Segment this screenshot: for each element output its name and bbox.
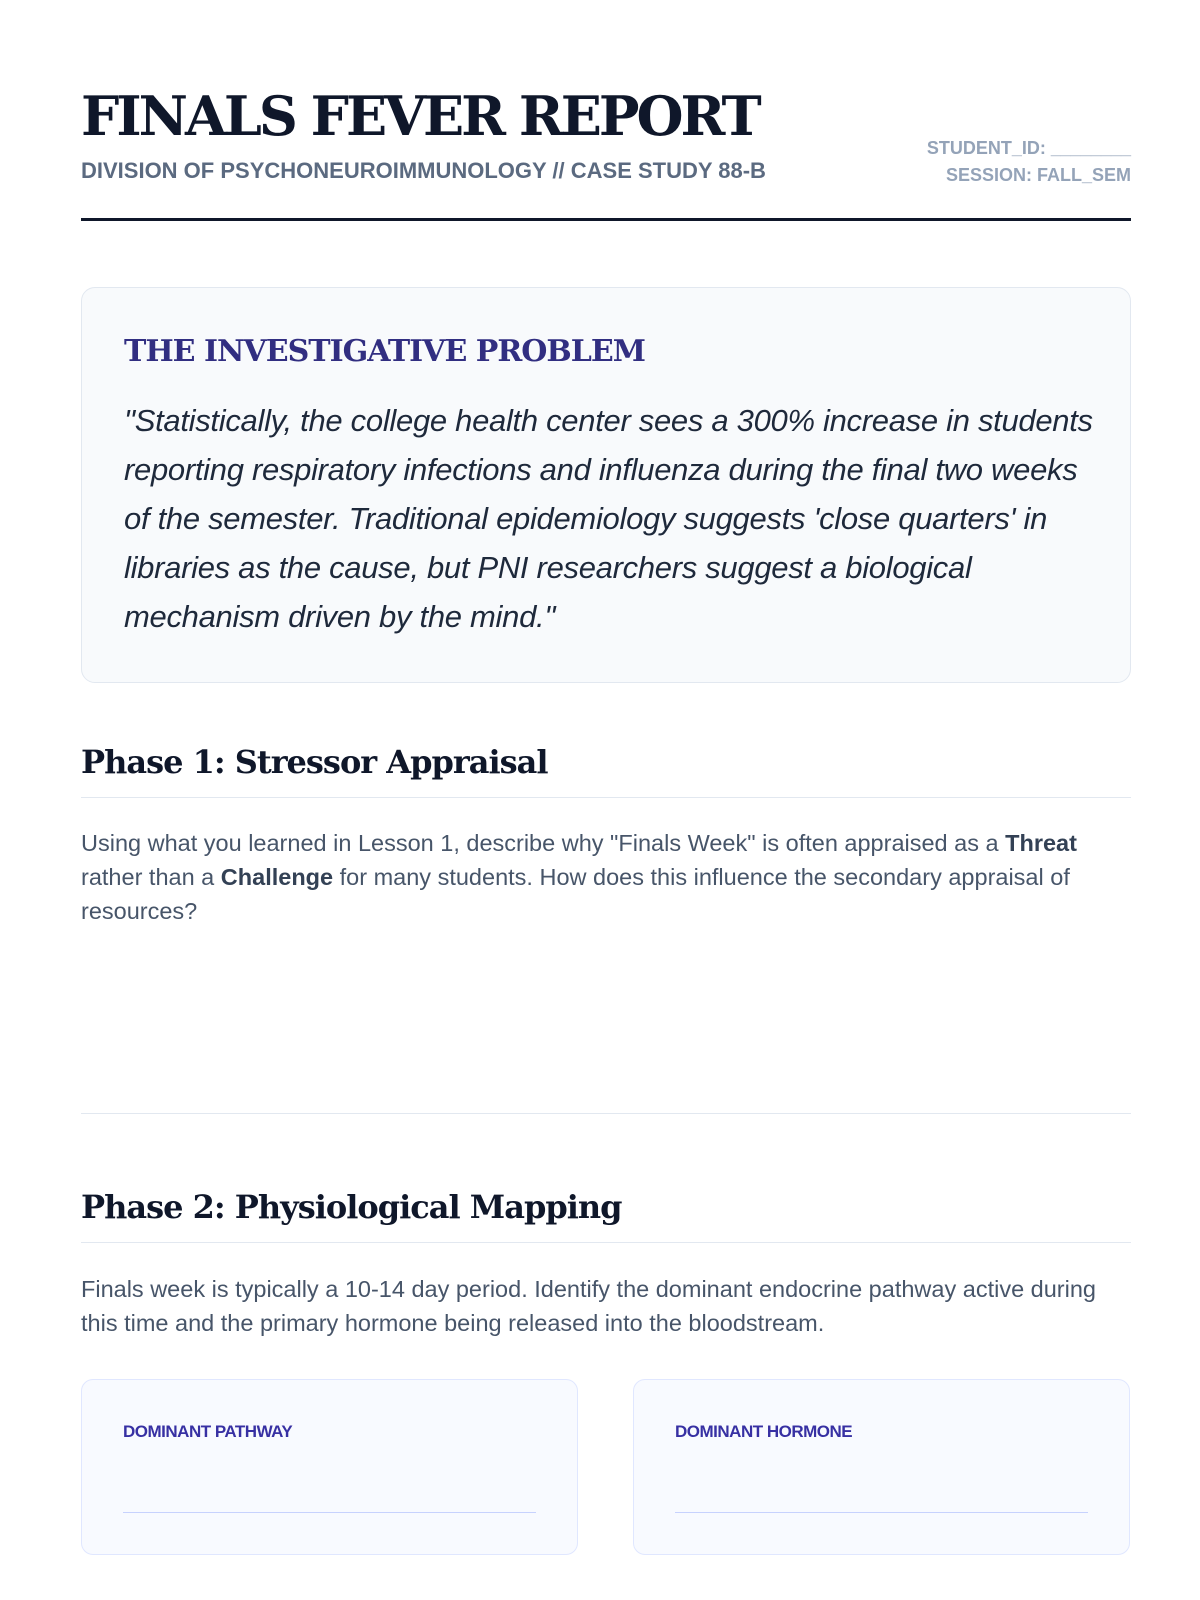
phase1-prompt-text-1: Using what you learned in Lesson 1, describe why "Finals Week" is often appraised as a — [81, 830, 1006, 856]
report-header — [81, 78, 1131, 221]
report-title: FINALS FEVER REPORT — [81, 84, 759, 148]
dominant-hormone-answer-line[interactable] — [675, 1512, 1088, 1513]
dominant-hormone-card — [633, 1379, 1130, 1555]
investigative-problem-box — [81, 287, 1131, 683]
student-id-field[interactable]: STUDENT_ID: ________ — [926, 138, 1131, 158]
student-meta — [927, 135, 1131, 189]
phase2-heading: Phase 2: Physiological Mapping — [81, 1187, 1131, 1243]
phase1-answer-area[interactable] — [81, 1113, 1131, 1114]
dominant-hormone-label: DOMINANT HORMONE — [675, 1422, 853, 1441]
phase2-prompt: Finals week is typically a 10-14 day period. Identify the dominant endocrine pathway active during this time and the primary hormone being released into the bloodstream. — [81, 1276, 1096, 1336]
report-subtitle: DIVISION OF PSYCHONEUROIMMUNOLOGY // CASE STUDY 88-B — [81, 158, 766, 183]
session-label: SESSION: FALL_SEM — [945, 165, 1131, 185]
phase1-prompt — [81, 826, 1131, 928]
phase1-heading: Phase 1: Stressor Appraisal — [81, 742, 1131, 798]
phase1-prompt-text-2: rather than a — [81, 864, 221, 890]
dominant-pathway-card — [81, 1379, 578, 1555]
problem-title: THE INVESTIGATIVE PROBLEM — [124, 334, 645, 369]
dominant-pathway-answer-line[interactable] — [123, 1512, 536, 1513]
dominant-pathway-label: DOMINANT PATHWAY — [123, 1422, 293, 1441]
phase1-prompt-challenge: Challenge — [220, 864, 334, 890]
phase1-prompt-threat: Threat — [1005, 830, 1077, 856]
phase1-prompt-text-3: for many students. How does this influence the secondary appraisal of resources? — [81, 864, 1070, 924]
problem-quote: "Statistically, the college health center sees a 300% increase in students reporting respiratory infections and influenza during the final two weeks of the semester. Traditional epidemiology suggests 'close quarters' in libraries as the cause, but PNI researchers suggest a biological mechanism driven by the mind." — [124, 403, 1093, 634]
